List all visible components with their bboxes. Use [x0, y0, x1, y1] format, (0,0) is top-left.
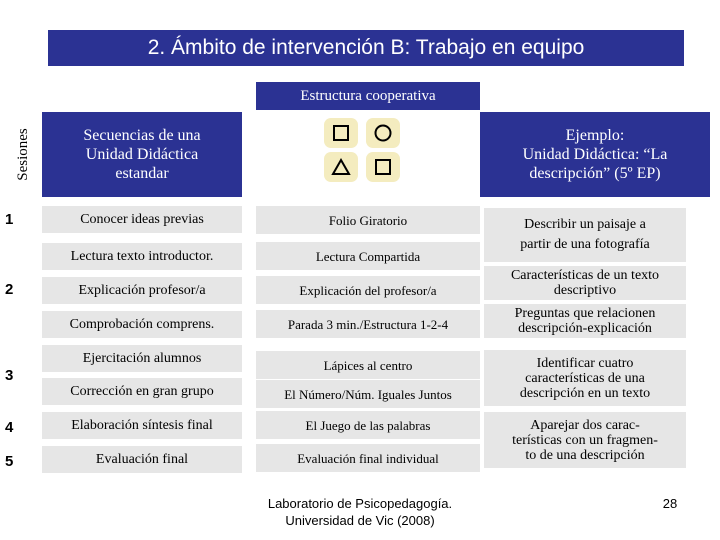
structure-cell: El Juego de las palabras	[256, 411, 480, 439]
activity-cell: Elaboración síntesis final	[42, 412, 242, 439]
header-right-line: Unidad Didáctica: “La	[522, 146, 668, 163]
structure-heading: Estructura cooperativa	[256, 82, 480, 110]
example-line: Describir un paisaje a	[524, 217, 646, 232]
footer-credit	[220, 495, 500, 529]
structure-cell: El Número/Núm. Iguales Juntos	[256, 380, 480, 408]
side-label-text: Sesiones	[14, 128, 31, 181]
cooperative-icons	[320, 114, 404, 186]
example-cell	[484, 304, 686, 338]
example-line: características de una	[525, 370, 645, 386]
example-line: to de una descripción	[525, 447, 645, 463]
example-line: Preguntas que relacionen	[514, 306, 656, 321]
footer-line: Universidad de Vic (2008)	[285, 513, 435, 528]
session-number: 4	[5, 419, 14, 436]
activity-cell: Corrección en gran grupo	[42, 378, 242, 405]
example-cell	[484, 208, 686, 262]
example-line: Aparejar dos carac-	[530, 417, 640, 433]
activity-cell: Evaluación final	[42, 446, 242, 473]
structure-cell: Lápices al centro	[256, 351, 480, 379]
session-number: 5	[5, 453, 14, 470]
structure-cell: Explicación del profesor/a	[256, 276, 480, 304]
structure-cell: Lectura Compartida	[256, 242, 480, 270]
example-line: descripción-explicación	[518, 321, 652, 336]
page-number: 28	[662, 496, 678, 511]
icon-tile	[324, 118, 358, 148]
structure-cell: Folio Giratorio	[256, 206, 480, 234]
header-sequences	[42, 112, 242, 197]
header-left-line: Unidad Didáctica	[85, 146, 199, 163]
activity-cell: Explicación profesor/a	[42, 277, 242, 304]
side-label	[8, 112, 38, 197]
cooperative-icons-graphic	[320, 114, 404, 186]
activity-cell: Lectura texto introductor.	[42, 243, 242, 270]
example-line: terísticas con un fragmen-	[512, 432, 658, 448]
example-line: descriptivo	[553, 283, 617, 298]
session-number: 3	[5, 367, 14, 384]
slide-title: 2. Ámbito de intervención B: Trabajo en equipo	[48, 30, 684, 66]
icon-tile	[366, 152, 400, 182]
header-left-line: estandar	[115, 165, 169, 182]
header-example	[480, 112, 710, 197]
header-right-line: descripción” (5º EP)	[529, 165, 661, 182]
example-line: descripción en un texto	[519, 385, 651, 401]
structure-cell: Parada 3 min./Estructura 1-2-4	[256, 310, 480, 338]
example-cell	[484, 266, 686, 300]
activity-cell: Comprobación comprens.	[42, 311, 242, 338]
activity-cell: Ejercitación alumnos	[42, 345, 242, 372]
session-number: 2	[5, 281, 14, 298]
example-line: Identificar cuatro	[536, 355, 634, 371]
example-cell	[484, 350, 686, 406]
header-right-line: Ejemplo:	[565, 127, 625, 144]
session-number: 1	[5, 211, 14, 228]
icon-tile	[324, 152, 358, 182]
footer-line: Laboratorio de Psicopedagogía.	[267, 496, 453, 511]
example-line: partir de una fotografía	[520, 237, 650, 252]
example-cell	[484, 412, 686, 468]
header-left-line: Secuencias de una	[83, 127, 201, 144]
icon-tile	[366, 118, 400, 148]
example-line: Características de un texto	[510, 268, 660, 283]
activity-cell: Conocer ideas previas	[42, 206, 242, 233]
structure-cell: Evaluación final individual	[256, 444, 480, 472]
